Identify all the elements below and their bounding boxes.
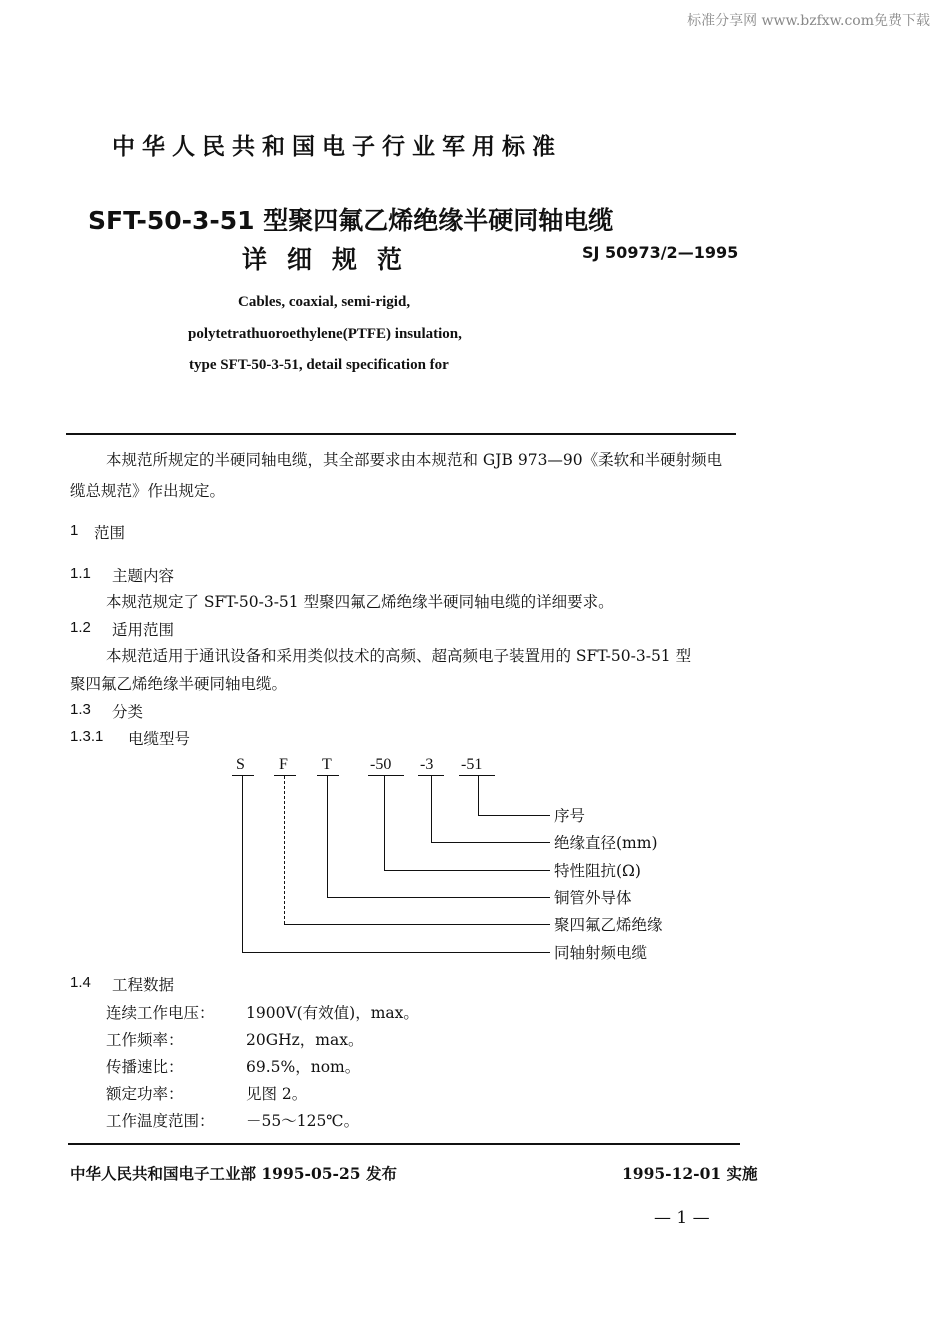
section-text: 本规范适用于通讯设备和采用类似技术的高频、超高频电子装置用的 SFT-50-3-51 型	[106, 647, 692, 665]
leader-line	[327, 776, 328, 897]
english-title-line: Cables, coaxial, semi-rigid,	[238, 294, 411, 310]
legend-label: 同轴射频电缆	[554, 944, 648, 962]
issue-info: 中华人民共和国电子工业部 1995-05-25 发布	[70, 1164, 397, 1183]
code-part-s: S	[236, 756, 245, 773]
section-number: 1.3.1	[70, 728, 104, 745]
watermark: 标准分享网 www.bzfxw.com免费下载	[687, 13, 930, 29]
param-value: 见图 2。	[246, 1085, 308, 1103]
code-part-diameter: -3	[420, 756, 434, 773]
param-value: 20GHz，max。	[246, 1031, 364, 1049]
section-number: 1.3	[70, 701, 91, 718]
code-part-f: F	[279, 756, 288, 773]
code-underline	[317, 775, 339, 776]
legend-label: 绝缘直径(mm)	[554, 834, 658, 852]
leader-line	[242, 952, 550, 953]
code-underline	[459, 775, 495, 776]
document-title: SFT-50-3-51 型聚四氟乙烯绝缘半硬同轴电缆	[88, 206, 614, 235]
param-value: －55～125℃。	[246, 1112, 360, 1130]
legend-label: 特性阻抗(Ω)	[554, 862, 641, 880]
leader-line	[478, 815, 550, 816]
section-text: 聚四氟乙烯绝缘半硬同轴电缆。	[70, 675, 288, 693]
section-number: 1	[70, 522, 79, 539]
legend-label: 聚四氟乙烯绝缘	[554, 916, 663, 934]
section-title: 适用范围	[112, 621, 175, 639]
code-underline	[368, 775, 404, 776]
section-title: 电缆型号	[128, 730, 191, 748]
top-divider	[66, 433, 736, 435]
english-title-line: type SFT-50-3-51, detail specification for	[189, 357, 449, 373]
section-number: 1.1	[70, 565, 91, 582]
leader-line	[478, 776, 479, 815]
english-title-line: polytetrathuoroethylene(PTFE) insulation,	[188, 326, 462, 342]
leader-line	[431, 776, 432, 842]
effective-date: 1995-12-01 实施	[622, 1164, 758, 1183]
param-label: 连续工作电压：	[106, 1004, 215, 1022]
leader-line	[384, 870, 550, 871]
section-number: 1.4	[70, 974, 91, 991]
page-number: — 1 —	[654, 1208, 710, 1228]
code-part-t: T	[322, 756, 332, 773]
standard-category: 中华人民共和国电子行业军用标准	[112, 134, 562, 160]
param-label: 传播速比：	[106, 1058, 184, 1076]
leader-line	[431, 842, 550, 843]
standard-code: SJ 50973/2—1995	[582, 243, 739, 262]
legend-label: 序号	[554, 807, 586, 825]
code-underline	[232, 775, 254, 776]
code-part-impedance: -50	[370, 756, 392, 773]
code-underline	[274, 775, 296, 776]
param-value: 1900V(有效值)，max。	[246, 1004, 419, 1022]
param-label: 工作频率：	[106, 1031, 184, 1049]
section-text: 本规范规定了 SFT-50-3-51 型聚四氟乙烯绝缘半硬同轴电缆的详细要求。	[106, 593, 614, 611]
section-title: 工程数据	[112, 976, 175, 994]
legend-label: 铜管外导体	[554, 889, 632, 907]
intro-line: 缆总规范》作出规定。	[70, 482, 226, 500]
section-title: 分类	[112, 703, 144, 721]
leader-line	[284, 776, 285, 924]
leader-line	[384, 776, 385, 870]
code-part-serial: -51	[461, 756, 483, 773]
intro-line: 本规范所规定的半硬同轴电缆，其全部要求由本规范和 GJB 973—90《柔软和半硬射频电	[106, 451, 723, 469]
param-label: 工作温度范围：	[106, 1112, 215, 1130]
section-title: 主题内容	[112, 567, 175, 585]
document-subtitle: 详细规范	[242, 245, 423, 274]
param-label: 额定功率：	[106, 1085, 184, 1103]
param-value: 69.5%，nom。	[246, 1058, 361, 1076]
leader-line	[327, 897, 550, 898]
section-number: 1.2	[70, 619, 91, 636]
leader-line	[284, 924, 550, 925]
footer-divider	[68, 1143, 740, 1145]
leader-line	[242, 776, 243, 952]
section-title: 范围	[94, 524, 126, 542]
